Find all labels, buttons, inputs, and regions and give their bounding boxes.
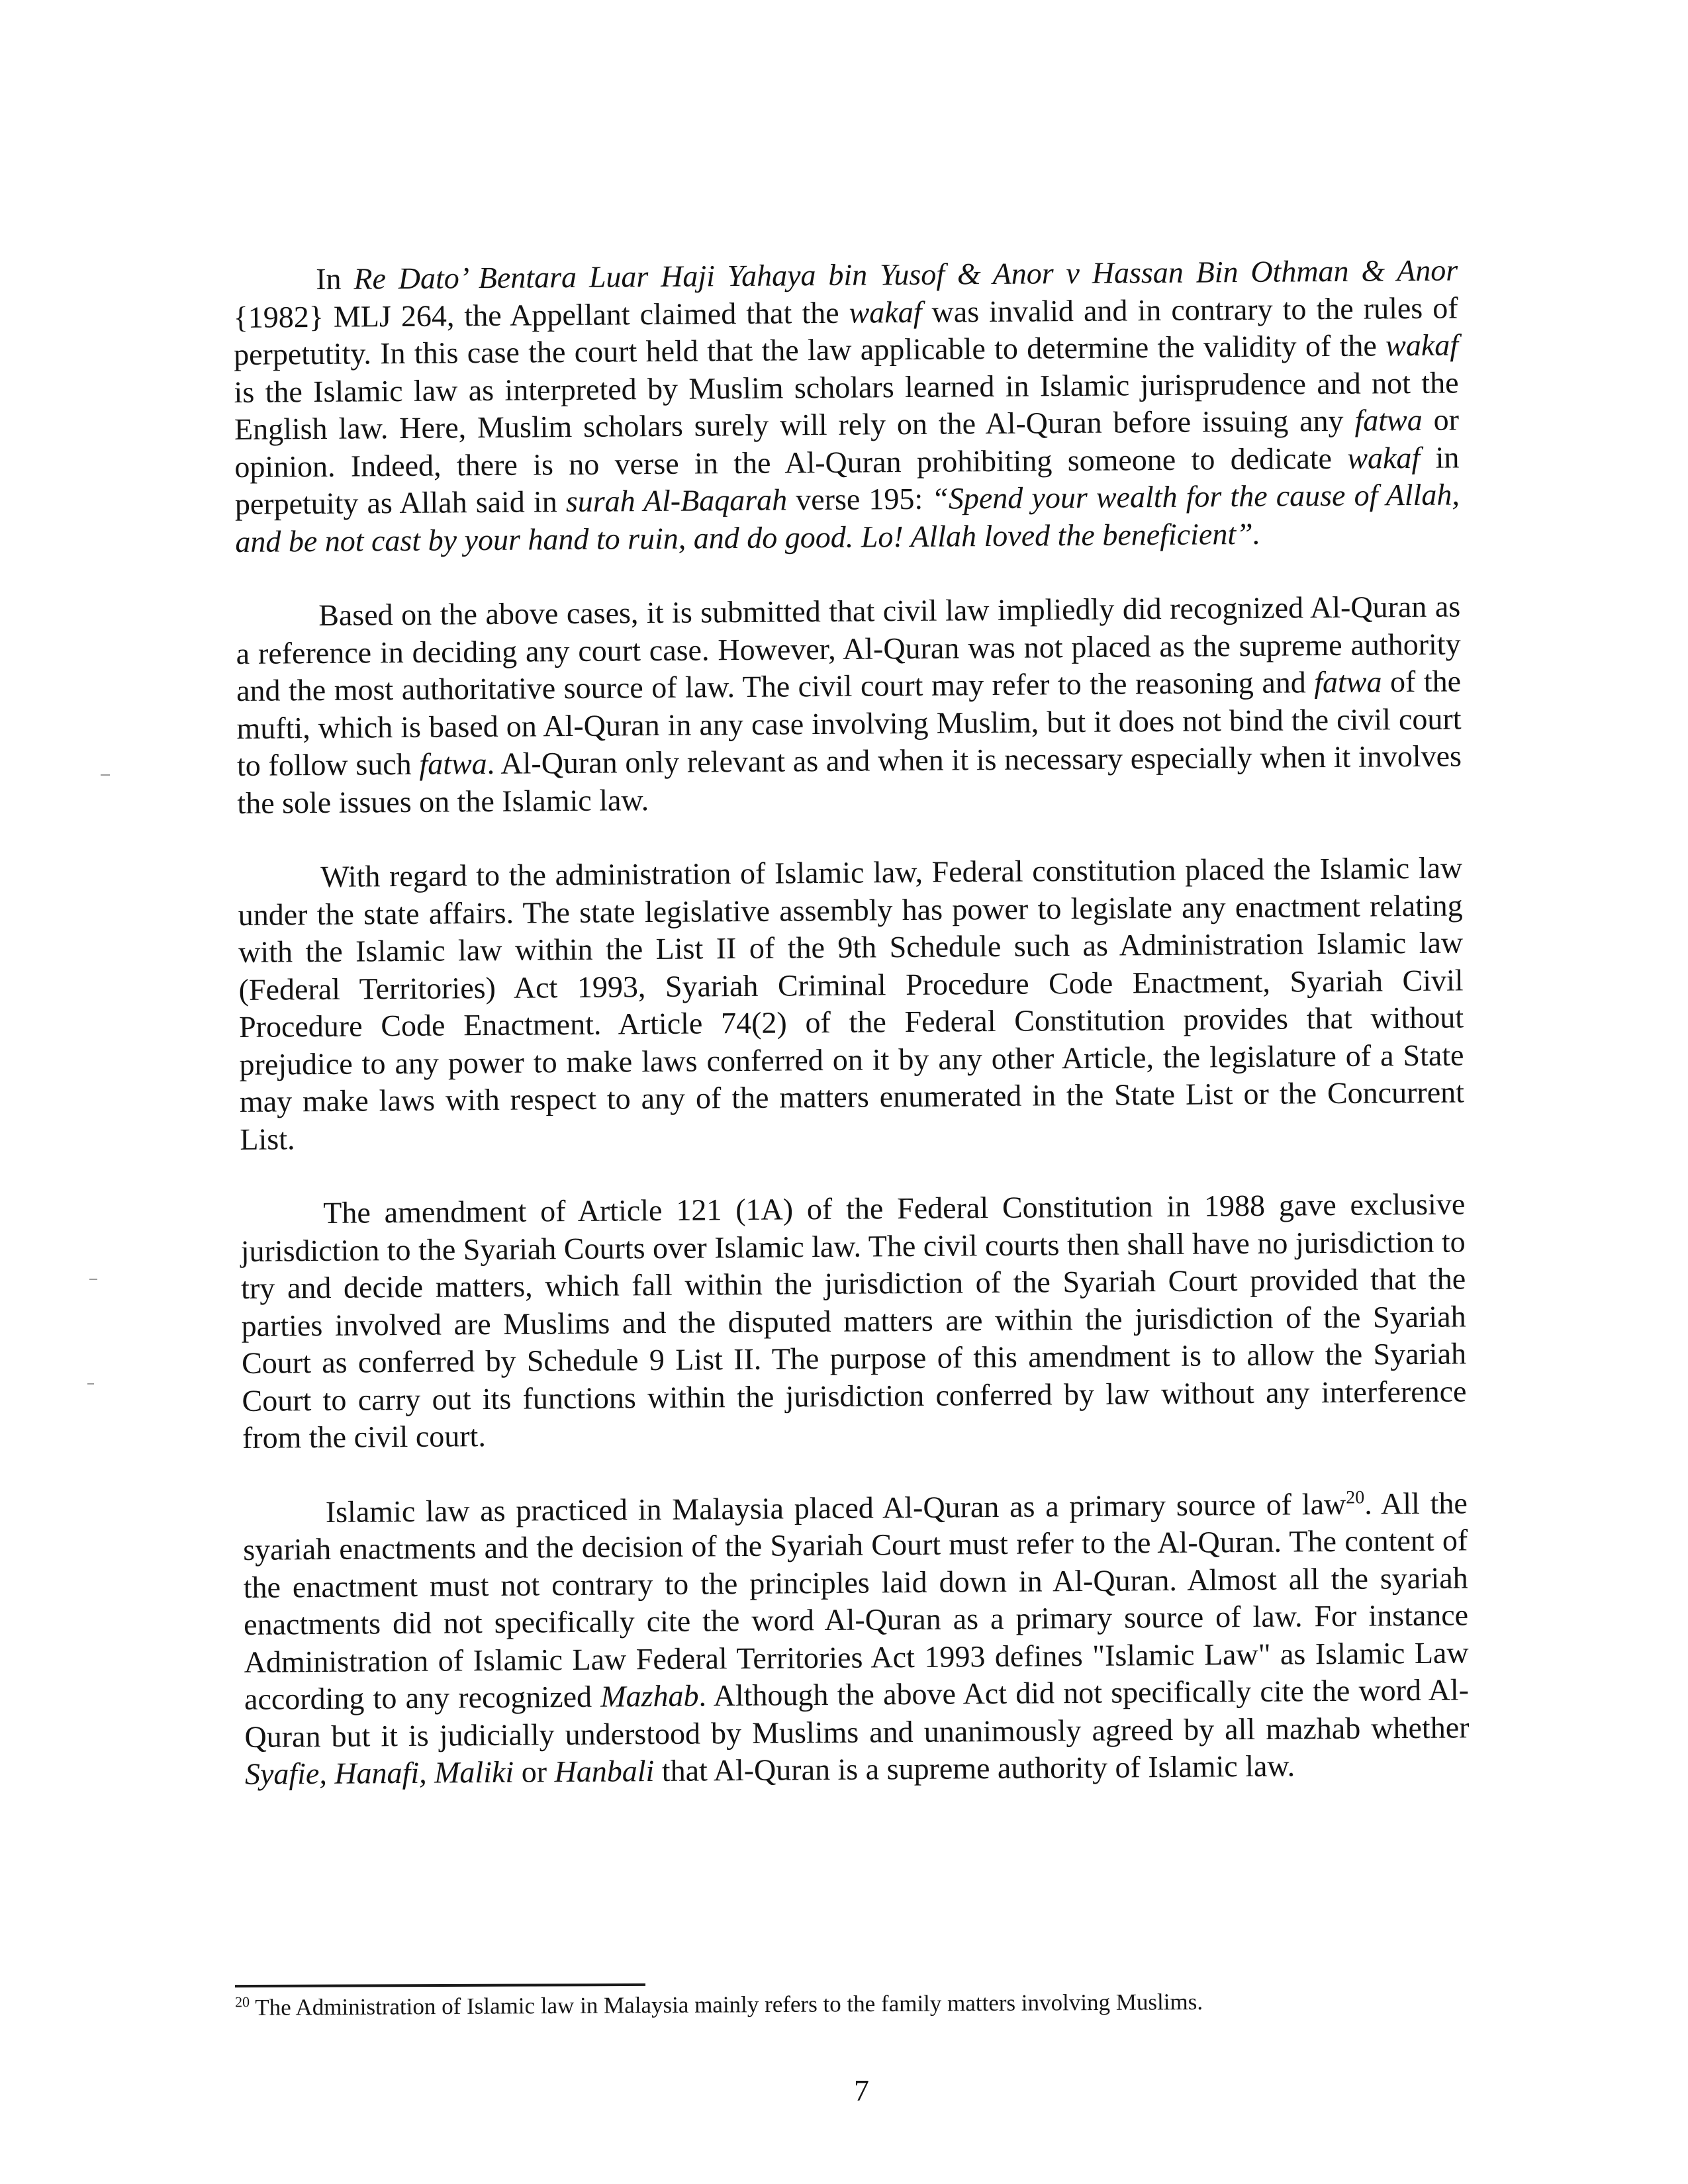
- text-run: With regard to the administration of Islamic law, Federal constitution placed the Islamic law under the state affairs. The state legislative assembly has power to legislate any enactment relating with the Islamic law within the List II of the 9th Schedule such as Administration Islamic law (Federal Territories) Act 1993, Syariah Criminal Procedure Code Enactment, Syariah Civil Procedure Code Enactment. Article 74(2) of the Federal Constitution provides that without prejudice to any power to make laws conferred on it by any other Article, the legislature of a State may make laws with respect to any of the matters enumerated in the State List or the Concurrent List.: [238, 850, 1465, 1156]
- body-text: [233, 251, 1470, 1830]
- text-run: The amendment of Article 121 (1A) of the Federal Constitution in 1988 gave exclusive jurisdiction to the Syariah Courts over Islamic law. The civil courts then shall have no jurisdiction to try and decide matters, which fall within the jurisdiction of the Syariah Court provided that the parties involved are Muslims and the disputed matters are within the jurisdiction of the Syariah Court as conferred by Schedule 9 List II. The purpose of this amendment is to allow the Syariah Court to carry out its functions within the jurisdiction conferred by law without any interference from the civil court.: [240, 1187, 1467, 1455]
- scan-artifact: [89, 1279, 97, 1280]
- text-run: . All the syariah enactments and the decision of the Syariah Court must refer to the Al-Quran. The content of the enactment must not contrary to the principles laid down in Al-Quran. Almost all the syariah enactments did not specifically cite the word Al-Quran as a primary source of law. For instance Administration of Islamic Law Federal Territories Act 1993 defines "Islamic Law" as Islamic Law according to any recognized: [243, 1485, 1469, 1716]
- footnote-reference: 20: [1346, 1486, 1365, 1508]
- italic-text-run: wakaf: [849, 295, 922, 330]
- italic-text-run: wakaf: [1385, 328, 1459, 363]
- text-run: was invalid and in contrary to the rules of perpetutity. In this case the court held that the law applicable to determine the validity of the: [233, 290, 1458, 371]
- text-run: of the mufti, which is based on Al-Quran in any case involving Muslim, but it does not bind the civil court to follow such: [236, 664, 1462, 782]
- text-run: that Al-Quran is a supreme authority of Islamic law.: [654, 1749, 1295, 1788]
- text-run: . Although the above Act did not specifically cite the word Al-Quran but it is judicially understood by Muslims and unanimously agreed by all mazhab whether: [244, 1672, 1470, 1754]
- paragraph-administration-islamic-law: [238, 849, 1464, 1158]
- text-run: . Al-Quran only relevant as and when it is necessary especially when it involves the sole issues on the Islamic law.: [237, 739, 1462, 820]
- paragraph-civil-law-recognition: [236, 588, 1462, 822]
- italic-text-run: wakaf: [1347, 440, 1421, 475]
- italic-text-run: fatwa: [1314, 664, 1382, 700]
- paragraph-al-quran-primary-source: [243, 1484, 1470, 1794]
- page-number: 7: [854, 2073, 869, 2107]
- italic-text-run: Syafie, Hanafi, Maliki: [244, 1754, 514, 1791]
- footnote-separator: [235, 1983, 645, 1987]
- text-run: or opinion. Indeed, there is no verse in the Al-Quran prohibiting someone to dedicate: [234, 402, 1460, 484]
- italic-text-run: Mazhab: [600, 1678, 699, 1713]
- scan-artifact: [101, 774, 110, 776]
- italic-text-run: Re Dato’ Bentara Luar Haji Yahaya bin Yusof & Anor v Hassan Bin Othman & Anor: [353, 253, 1458, 296]
- paragraph-case-citation: [233, 251, 1460, 561]
- text-run: Based on the above cases, it is submitted that civil law impliedly did recognized Al-Quran as a reference in deciding any court case. However, Al-Quran was not placed as the supreme authority and the most authoritative source of law. The civil court may refer to the reasoning and: [236, 589, 1461, 707]
- text-run: In: [316, 261, 354, 296]
- italic-text-run: surah Al-Baqarah: [565, 482, 788, 519]
- text-run: {1982} MLJ 264, the Appellant claimed that the: [233, 295, 849, 334]
- italic-text-run: Hanbali: [554, 1754, 655, 1789]
- text-run: is the Islamic law as interpreted by Muslim scholars learned in Islamic jurisprudence and not the English law. Here, Muslim scholars surely will rely on the Al-Quran before issuing any: [234, 365, 1459, 446]
- paragraph-article-121-amendment: [240, 1185, 1467, 1457]
- text-run: Islamic law as practiced in Malaysia placed Al-Quran as a primary source of law: [325, 1486, 1346, 1529]
- text-run: or: [514, 1754, 555, 1789]
- footnote-marker: 20: [235, 1993, 250, 2011]
- footnote: [235, 1986, 1460, 2023]
- italic-text-run: fatwa: [419, 747, 487, 781]
- italic-text-run: fatwa: [1354, 402, 1423, 437]
- text-run: in perpetuity as Allah said in: [234, 439, 1460, 521]
- italic-text-run: “Spend your wealth for the cause of Allah, and be not cast by your hand to ruin, and do good. Lo! Allah loved the beneficient”.: [235, 477, 1460, 559]
- text-run: verse 195:: [786, 481, 932, 517]
- scan-artifact: [87, 1383, 94, 1385]
- footnote-text: The Administration of Islamic law in Malaysia mainly refers to the family matters involving Muslims.: [255, 1989, 1203, 2021]
